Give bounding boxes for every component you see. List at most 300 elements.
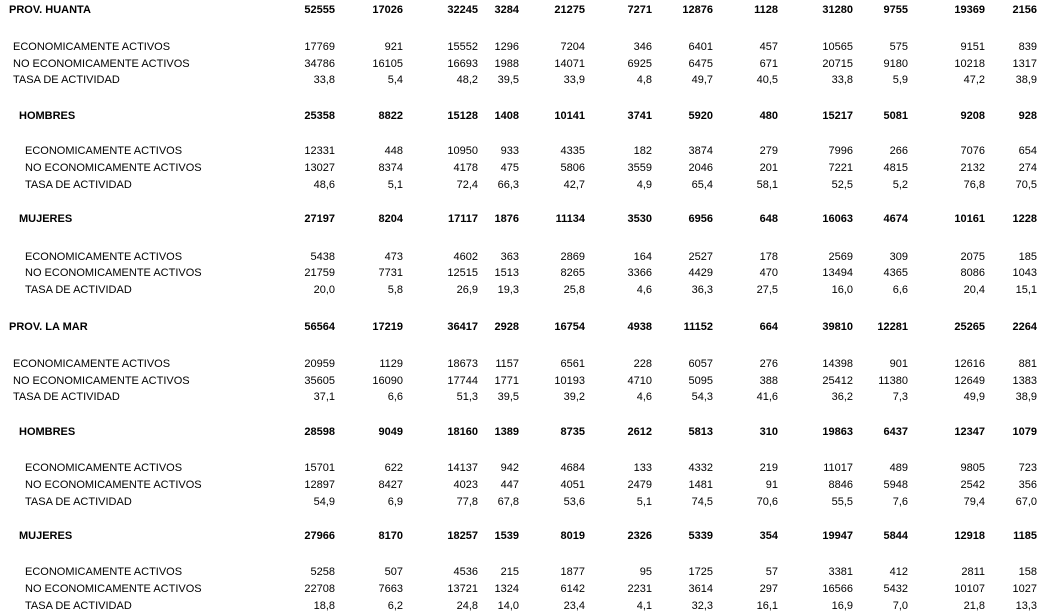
cell-col-3: 18673	[447, 358, 478, 370]
table-row	[0, 283, 1042, 297]
cell-col-7: 32,3	[691, 600, 713, 612]
cell-col-7: 12876	[682, 4, 713, 16]
cell-col-2: 6,6	[387, 391, 403, 403]
cell-col-9: 19947	[822, 530, 853, 542]
cell-col-2: 6,9	[387, 496, 403, 508]
row-label: TASA DE ACTIVIDAD	[25, 496, 132, 508]
cell-col-11: 12616	[954, 358, 985, 370]
cell-col-7: 5339	[688, 530, 713, 542]
cell-col-10: 7,3	[892, 391, 908, 403]
cell-col-5: 16754	[554, 321, 585, 333]
cell-col-1: 20959	[304, 358, 335, 370]
cell-col-5: 1877	[560, 566, 585, 578]
cell-col-7: 3614	[688, 583, 713, 595]
cell-col-4: 3284	[494, 4, 519, 16]
cell-col-3: 72,4	[456, 179, 478, 191]
cell-col-11: 25265	[954, 321, 985, 333]
cell-col-12: 723	[1018, 462, 1037, 474]
cell-col-2: 921	[384, 41, 403, 53]
cell-col-6: 4938	[627, 321, 652, 333]
table-row	[0, 582, 1042, 596]
cell-col-7: 6956	[688, 213, 713, 225]
cell-col-4: 363	[500, 251, 519, 263]
cell-col-12: 158	[1018, 566, 1037, 578]
row-label: ECONOMICAMENTE ACTIVOS	[13, 41, 171, 53]
cell-col-9: 36,2	[831, 391, 853, 403]
cell-col-2: 5,8	[387, 284, 403, 296]
cell-col-4: 14,0	[497, 600, 519, 612]
cell-col-4: 66,3	[497, 179, 519, 191]
cell-col-9: 11017	[823, 462, 853, 474]
cell-col-12: 2264	[1012, 321, 1037, 333]
cell-col-5: 5806	[560, 162, 585, 174]
cell-col-1: 27197	[304, 213, 335, 225]
cell-col-9: 52,5	[831, 179, 853, 191]
cell-col-4: 1408	[494, 110, 519, 122]
cell-col-6: 2479	[627, 479, 652, 491]
cell-col-5: 25,8	[563, 284, 585, 296]
cell-col-12: 2156	[1012, 4, 1037, 16]
table-row	[0, 461, 1042, 475]
cell-col-4: 1324	[494, 583, 519, 595]
cell-col-8: 354	[759, 530, 778, 542]
cell-col-1: 18,8	[313, 600, 335, 612]
cell-col-10: 5432	[883, 583, 908, 595]
row-label: TASA DE ACTIVIDAD	[25, 600, 132, 612]
cell-col-11: 2132	[960, 162, 985, 174]
province-header-row	[0, 320, 1042, 334]
subgroup-header-row	[0, 529, 1042, 543]
cell-col-3: 14137	[447, 462, 478, 474]
cell-col-12: 1185	[1013, 530, 1037, 542]
cell-col-11: 10107	[954, 583, 985, 595]
cell-col-3: 10950	[447, 145, 478, 157]
cell-col-4: 1539	[494, 530, 519, 542]
cell-col-6: 2231	[627, 583, 652, 595]
province-title: PROV. HUANTA	[9, 4, 91, 16]
row-label: NO ECONOMICAMENTE ACTIVOS	[25, 162, 202, 174]
cell-col-5: 8265	[560, 267, 585, 279]
cell-col-5: 33,9	[563, 74, 585, 86]
row-label: NO ECONOMICAMENTE ACTIVOS	[25, 267, 202, 279]
cell-col-12: 1317	[1012, 58, 1037, 70]
cell-col-8: 276	[759, 358, 778, 370]
cell-col-6: 164	[633, 251, 652, 263]
cell-col-9: 39810	[822, 321, 853, 333]
cell-col-1: 5438	[310, 251, 335, 263]
cell-col-4: 2928	[494, 321, 519, 333]
cell-col-4: 933	[500, 145, 519, 157]
table-row	[0, 250, 1042, 264]
cell-col-4: 1157	[495, 358, 519, 370]
cell-col-12: 1027	[1012, 583, 1037, 595]
cell-col-12: 185	[1018, 251, 1037, 263]
cell-col-3: 18160	[447, 426, 478, 438]
cell-col-5: 14071	[554, 58, 585, 70]
cell-col-3: 36417	[447, 321, 478, 333]
row-label: TASA DE ACTIVIDAD	[25, 284, 132, 296]
cell-col-5: 6561	[560, 358, 585, 370]
cell-col-7: 65,4	[691, 179, 713, 191]
cell-col-7: 5095	[688, 375, 713, 387]
cell-col-1: 25358	[304, 110, 335, 122]
cell-col-2: 1129	[379, 358, 403, 370]
cell-col-1: 48,6	[313, 179, 335, 191]
cell-col-9: 10565	[822, 41, 853, 53]
row-label: TASA DE ACTIVIDAD	[25, 179, 132, 191]
cell-col-10: 9755	[883, 4, 908, 16]
cell-col-10: 266	[889, 145, 908, 157]
cell-col-12: 1383	[1012, 375, 1037, 387]
cell-col-11: 10161	[954, 213, 985, 225]
cell-col-5: 10193	[554, 375, 585, 387]
cell-col-2: 5,4	[387, 74, 403, 86]
cell-col-12: 38,9	[1015, 391, 1037, 403]
cell-col-8: 57	[765, 566, 778, 578]
cell-col-2: 8822	[378, 110, 403, 122]
cell-col-12: 1079	[1012, 426, 1037, 438]
cell-col-5: 39,2	[563, 391, 585, 403]
subgroup-title: MUJERES	[19, 530, 73, 542]
cell-col-9: 16063	[822, 213, 853, 225]
subgroup-title: HOMBRES	[19, 110, 76, 122]
cell-col-11: 76,8	[963, 179, 985, 191]
cell-col-10: 309	[889, 251, 908, 263]
cell-col-1: 54,9	[313, 496, 335, 508]
subgroup-title: MUJERES	[19, 213, 73, 225]
table-row	[0, 390, 1042, 404]
cell-col-4: 1876	[494, 213, 519, 225]
cell-col-6: 2612	[627, 426, 652, 438]
cell-col-7: 3874	[688, 145, 713, 157]
cell-col-7: 2046	[688, 162, 713, 174]
row-label: NO ECONOMICAMENTE ACTIVOS	[25, 583, 202, 595]
cell-col-4: 39,5	[497, 391, 519, 403]
row-label: NO ECONOMICAMENTE ACTIVOS	[13, 58, 190, 70]
row-label: ECONOMICAMENTE ACTIVOS	[25, 251, 183, 263]
cell-col-8: 470	[759, 267, 778, 279]
cell-col-3: 18257	[447, 530, 478, 542]
cell-col-3: 26,9	[456, 284, 478, 296]
table-row	[0, 178, 1042, 192]
cell-col-12: 67,0	[1015, 496, 1037, 508]
cell-col-9: 13494	[822, 267, 853, 279]
cell-col-1: 13027	[304, 162, 335, 174]
cell-col-9: 19863	[822, 426, 853, 438]
cell-col-1: 17769	[304, 41, 335, 53]
table-row	[0, 565, 1042, 579]
cell-col-9: 25412	[822, 375, 853, 387]
cell-col-5: 21275	[554, 4, 585, 16]
table-row	[0, 599, 1042, 613]
cell-col-1: 5258	[310, 566, 335, 578]
cell-col-10: 7,6	[892, 496, 908, 508]
cell-col-8: 178	[759, 251, 778, 263]
cell-col-3: 51,3	[456, 391, 478, 403]
cell-col-5: 8735	[560, 426, 585, 438]
cell-col-11: 12649	[954, 375, 985, 387]
row-label: TASA DE ACTIVIDAD	[13, 74, 120, 86]
cell-col-4: 1296	[494, 41, 519, 53]
cell-col-12: 274	[1018, 162, 1037, 174]
cell-col-11: 8086	[960, 267, 985, 279]
cell-col-2: 5,1	[387, 179, 403, 191]
cell-col-8: 27,5	[756, 284, 778, 296]
cell-col-10: 4674	[883, 213, 908, 225]
cell-col-7: 5920	[688, 110, 713, 122]
cell-col-12: 654	[1018, 145, 1037, 157]
cell-col-5: 10141	[554, 110, 585, 122]
cell-col-11: 10218	[954, 58, 985, 70]
cell-col-5: 2869	[560, 251, 585, 263]
cell-col-2: 8374	[378, 162, 403, 174]
cell-col-11: 49,9	[963, 391, 985, 403]
cell-col-9: 3381	[828, 566, 853, 578]
cell-col-6: 133	[633, 462, 652, 474]
cell-col-10: 412	[889, 566, 908, 578]
cell-col-8: 648	[759, 213, 778, 225]
cell-col-1: 12331	[304, 145, 335, 157]
cell-col-9: 7996	[828, 145, 853, 157]
cell-col-11: 2075	[960, 251, 985, 263]
cell-col-8: 671	[759, 58, 778, 70]
cell-col-11: 20,4	[963, 284, 985, 296]
cell-col-10: 9180	[883, 58, 908, 70]
table-row	[0, 161, 1042, 175]
cell-col-12: 356	[1018, 479, 1037, 491]
cell-col-3: 4178	[453, 162, 478, 174]
cell-col-5: 42,7	[563, 179, 585, 191]
cell-col-2: 17026	[372, 4, 403, 16]
cell-col-1: 33,8	[313, 74, 335, 86]
cell-col-7: 1481	[688, 479, 713, 491]
cell-col-12: 839	[1018, 41, 1037, 53]
cell-col-9: 16,9	[831, 600, 853, 612]
cell-col-3: 13721	[447, 583, 478, 595]
cell-col-9: 7221	[828, 162, 853, 174]
cell-col-8: 16,1	[756, 600, 778, 612]
cell-col-8: 219	[759, 462, 778, 474]
cell-col-4: 447	[500, 479, 519, 491]
subgroup-header-row	[0, 109, 1042, 123]
cell-col-6: 7271	[627, 4, 652, 16]
cell-col-2: 448	[384, 145, 403, 157]
cell-col-4: 1771	[494, 375, 519, 387]
cell-col-6: 3530	[627, 213, 652, 225]
cell-col-7: 6401	[688, 41, 713, 53]
cell-col-8: 310	[759, 426, 778, 438]
cell-col-5: 6142	[560, 583, 585, 595]
province-header-row	[0, 3, 1042, 17]
cell-col-6: 228	[633, 358, 652, 370]
cell-col-12: 15,1	[1015, 284, 1037, 296]
cell-col-1: 27966	[304, 530, 335, 542]
cell-col-11: 2811	[961, 566, 985, 578]
cell-col-2: 7731	[378, 267, 403, 279]
cell-col-5: 11134	[555, 213, 585, 225]
cell-col-10: 11380	[878, 375, 908, 387]
cell-col-7: 2527	[688, 251, 713, 263]
subgroup-header-row	[0, 425, 1042, 439]
cell-col-6: 4,6	[636, 284, 652, 296]
cell-col-1: 20,0	[313, 284, 335, 296]
cell-col-1: 12897	[304, 479, 335, 491]
cell-col-9: 33,8	[831, 74, 853, 86]
table-row	[0, 57, 1042, 71]
province-title: PROV. LA MAR	[9, 321, 88, 333]
cell-col-9: 8846	[828, 479, 853, 491]
cell-col-12: 38,9	[1015, 74, 1037, 86]
cell-col-7: 6475	[688, 58, 713, 70]
cell-col-12: 1228	[1012, 213, 1037, 225]
cell-col-8: 91	[765, 479, 778, 491]
cell-col-8: 201	[759, 162, 778, 174]
cell-col-9: 2569	[828, 251, 853, 263]
cell-col-3: 24,8	[456, 600, 478, 612]
cell-col-6: 5,1	[636, 496, 652, 508]
cell-col-3: 17744	[447, 375, 478, 387]
table-row	[0, 374, 1042, 388]
cell-col-4: 1389	[494, 426, 519, 438]
cell-col-6: 4,6	[636, 391, 652, 403]
cell-col-2: 8427	[378, 479, 403, 491]
row-label: ECONOMICAMENTE ACTIVOS	[25, 145, 183, 157]
cell-col-2: 7663	[378, 583, 403, 595]
cell-col-8: 70,6	[756, 496, 778, 508]
cell-col-1: 52555	[304, 4, 335, 16]
cell-col-5: 7204	[560, 41, 585, 53]
table-row	[0, 495, 1042, 509]
cell-col-11: 12347	[954, 426, 985, 438]
cell-col-7: 6057	[688, 358, 713, 370]
cell-col-10: 489	[889, 462, 908, 474]
subgroup-header-row	[0, 212, 1042, 226]
table-row	[0, 357, 1042, 371]
cell-col-11: 12918	[954, 530, 985, 542]
cell-col-6: 3559	[627, 162, 652, 174]
cell-col-5: 23,4	[563, 600, 585, 612]
cell-col-10: 575	[889, 41, 908, 53]
table-row	[0, 144, 1042, 158]
cell-col-10: 5844	[883, 530, 908, 542]
cell-col-7: 36,3	[691, 284, 713, 296]
row-label: NO ECONOMICAMENTE ACTIVOS	[25, 479, 202, 491]
cell-col-6: 3741	[627, 110, 652, 122]
cell-col-3: 77,8	[456, 496, 478, 508]
cell-col-12: 928	[1018, 110, 1037, 122]
cell-col-7: 74,5	[691, 496, 713, 508]
cell-col-2: 473	[384, 251, 403, 263]
cell-col-3: 16693	[447, 58, 478, 70]
cell-col-1: 21759	[304, 267, 335, 279]
cell-col-10: 12281	[877, 321, 908, 333]
cell-col-11: 9805	[960, 462, 985, 474]
cell-col-8: 457	[759, 41, 778, 53]
table-row	[0, 73, 1042, 87]
cell-col-11: 79,4	[963, 496, 985, 508]
cell-col-8: 58,1	[756, 179, 778, 191]
cell-col-12: 1043	[1012, 267, 1037, 279]
cell-col-4: 67,8	[497, 496, 519, 508]
row-label: TASA DE ACTIVIDAD	[13, 391, 120, 403]
cell-col-11: 9151	[960, 41, 985, 53]
table-row	[0, 478, 1042, 492]
cell-col-3: 4536	[453, 566, 478, 578]
cell-col-12: 13,3	[1015, 600, 1037, 612]
cell-col-7: 49,7	[691, 74, 713, 86]
cell-col-4: 19,3	[497, 284, 519, 296]
subgroup-title: HOMBRES	[19, 426, 76, 438]
cell-col-3: 17117	[448, 213, 478, 225]
cell-col-4: 39,5	[497, 74, 519, 86]
cell-col-11: 19369	[954, 4, 985, 16]
cell-col-3: 15128	[447, 110, 478, 122]
cell-col-2: 9049	[378, 426, 403, 438]
cell-col-12: 70,5	[1015, 179, 1037, 191]
cell-col-8: 41,6	[756, 391, 778, 403]
cell-col-6: 95	[639, 566, 652, 578]
cell-col-5: 4051	[560, 479, 585, 491]
row-label: ECONOMICAMENTE ACTIVOS	[25, 462, 183, 474]
cell-col-7: 5813	[688, 426, 713, 438]
cell-col-3: 12515	[447, 267, 478, 279]
cell-col-4: 475	[500, 162, 519, 174]
cell-col-2: 17219	[372, 321, 403, 333]
cell-col-8: 664	[759, 321, 778, 333]
cell-col-6: 182	[633, 145, 652, 157]
cell-col-5: 8019	[560, 530, 585, 542]
cell-col-8: 40,5	[756, 74, 778, 86]
cell-col-7: 1725	[688, 566, 713, 578]
cell-col-1: 15701	[304, 462, 335, 474]
cell-col-3: 4602	[453, 251, 478, 263]
cell-col-11: 7076	[960, 145, 985, 157]
cell-col-9: 14398	[822, 358, 853, 370]
cell-col-7: 54,3	[691, 391, 713, 403]
cell-col-8: 297	[759, 583, 778, 595]
row-label: ECONOMICAMENTE ACTIVOS	[13, 358, 171, 370]
cell-col-9: 16,0	[831, 284, 853, 296]
cell-col-1: 56564	[304, 321, 335, 333]
cell-col-10: 7,0	[892, 600, 908, 612]
cell-col-1: 37,1	[313, 391, 335, 403]
cell-col-6: 4,1	[636, 600, 652, 612]
cell-col-10: 4815	[883, 162, 908, 174]
cell-col-10: 901	[889, 358, 908, 370]
cell-col-4: 1513	[494, 267, 519, 279]
cell-col-7: 4429	[688, 267, 713, 279]
cell-col-8: 279	[759, 145, 778, 157]
cell-col-9: 16566	[822, 583, 853, 595]
cell-col-8: 1128	[754, 4, 778, 16]
cell-col-2: 507	[384, 566, 403, 578]
cell-col-8: 480	[759, 110, 778, 122]
cell-col-3: 4023	[453, 479, 478, 491]
cell-col-6: 3366	[627, 267, 652, 279]
cell-col-11: 21,8	[963, 600, 985, 612]
cell-col-9: 55,5	[831, 496, 853, 508]
cell-col-2: 8204	[378, 213, 403, 225]
cell-col-4: 215	[500, 566, 519, 578]
cell-col-1: 35605	[304, 375, 335, 387]
cell-col-10: 5948	[883, 479, 908, 491]
cell-col-7: 11152	[683, 321, 713, 333]
cell-col-6: 6925	[627, 58, 652, 70]
cell-col-9: 15217	[822, 110, 853, 122]
cell-col-2: 16090	[372, 375, 403, 387]
cell-col-1: 28598	[304, 426, 335, 438]
cell-col-10: 6,6	[892, 284, 908, 296]
